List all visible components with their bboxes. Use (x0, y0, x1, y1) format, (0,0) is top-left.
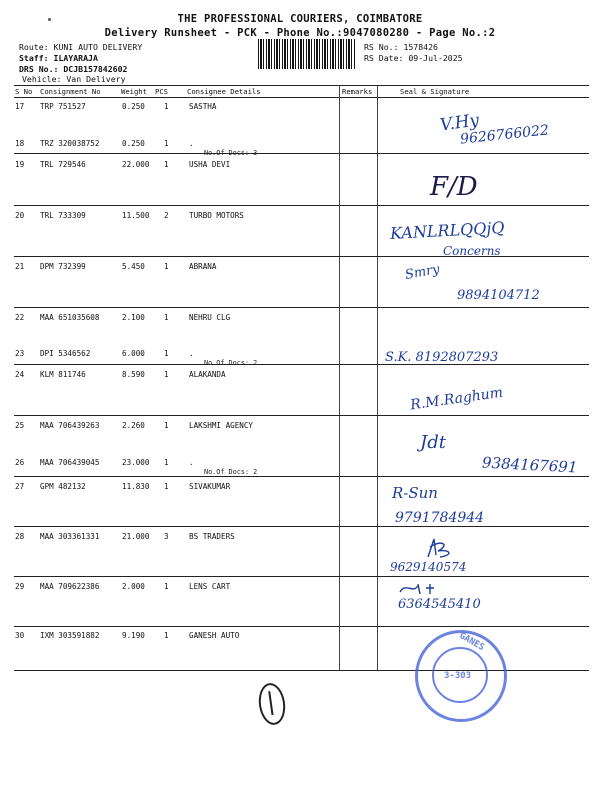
row-consignee: NEHRU CLG (189, 313, 231, 322)
row-consignment-no: MAA 706439045 (40, 458, 100, 467)
drs-line (19, 64, 127, 74)
col-seal: Seal & Signature (400, 87, 470, 96)
company-title: THE PROFESSIONAL COURIERS, COIMBATORE (177, 13, 423, 25)
signature-17-name: V.Hy (438, 110, 481, 136)
row-pcs: 1 (164, 421, 169, 430)
row-separator (14, 626, 589, 627)
signature-20-line2: Concerns (443, 244, 501, 258)
rs-no-value: 1578426 (403, 42, 438, 52)
row-sno: 17 (15, 102, 25, 111)
remarks-right-border (377, 85, 378, 670)
row-weight: 23.000 (122, 458, 150, 467)
row-consignment-no: MAA 303361331 (40, 532, 100, 541)
staff-line (19, 53, 98, 63)
row-consignment-no: DPM 732399 (40, 262, 86, 271)
route-line (19, 42, 142, 52)
row-consignee: . (189, 349, 194, 358)
signature-20-line1: KANLRLQQjQ (389, 218, 505, 243)
row-weight: 0.250 (122, 139, 145, 148)
row-consignment-no: TRL 733309 (40, 211, 86, 220)
signature-21-name: Smry (403, 262, 441, 283)
row-consignee: . (189, 139, 194, 148)
row-consignee: ALAKANDA (189, 370, 226, 379)
row-consignee: USHA DEVI (189, 160, 231, 169)
row-weight: 2.000 (122, 582, 145, 591)
barcode (258, 39, 356, 69)
header-bottom-rule (14, 97, 589, 98)
row-sno: 21 (15, 262, 25, 271)
row-sno: 29 (15, 582, 25, 591)
row-consignee: SIVAKUMAR (189, 482, 231, 491)
signature-25-phone: 9384167691 (481, 453, 578, 477)
drs-value: DCJB157842602 (63, 64, 128, 74)
row-consignee: SASTHA (189, 102, 217, 111)
row-separator (14, 364, 589, 365)
row-weight: 6.000 (122, 349, 145, 358)
row-sno: 28 (15, 532, 25, 541)
row-sno: 30 (15, 631, 25, 640)
row-pcs: 1 (164, 582, 169, 591)
row-pcs: 1 (164, 631, 169, 640)
row-consignment-no: TRP 751527 (40, 102, 86, 111)
row-sno: 26 (15, 458, 25, 467)
row-weight: 8.590 (122, 370, 145, 379)
staff-label: Staff: (19, 53, 49, 63)
signature-21-phone: 9894104712 (457, 288, 540, 303)
row-separator (14, 526, 589, 527)
row-pcs: 1 (164, 482, 169, 491)
row-pcs: 2 (164, 211, 169, 220)
row-consignment-no: MAA 706439263 (40, 421, 100, 430)
row-sno: 18 (15, 139, 25, 148)
row-consignee: LENS CART (189, 582, 231, 591)
signature-29-mark (396, 580, 446, 598)
row-pcs: 1 (164, 160, 169, 169)
col-sno: S No (15, 87, 33, 96)
row-pcs: 1 (164, 102, 169, 111)
row-pcs: 1 (164, 370, 169, 379)
row-consignment-no: TRZ 320038752 (40, 139, 100, 148)
row-sno: 19 (15, 160, 25, 169)
signature-23: S.K. 8192807293 (385, 350, 499, 365)
rs-date-value: 09-Jul-2025 (408, 53, 463, 63)
signature-28-mark (420, 535, 470, 561)
row-weight: 11.830 (122, 482, 150, 491)
row-separator (14, 153, 589, 154)
route-value: KUNI AUTO DELIVERY (53, 42, 143, 52)
drs-label: DRS No.: (19, 64, 59, 74)
row-weight: 2.260 (122, 421, 145, 430)
row-docs-count: No.Of Docs: 2 (204, 468, 258, 476)
col-weight: Weight (121, 87, 147, 96)
remarks-left-border (339, 85, 340, 670)
row-consignment-no: KLM 811746 (40, 370, 86, 379)
row-pcs: 1 (164, 139, 169, 148)
rs-no-line (364, 42, 438, 52)
stamp-text-top: GANES (457, 630, 486, 654)
row-consignee: . (189, 458, 194, 467)
stamp-text-bottom: 3-303 (444, 671, 472, 681)
row-sno: 27 (15, 482, 25, 491)
row-consignee: ABRANA (189, 262, 217, 271)
runsheet-title: Delivery Runsheet - PCK - Phone No.:9047080280 - Page No.:2 (104, 27, 496, 39)
row-consignment-no: DPI 5346562 (40, 349, 91, 358)
row-pcs: 1 (164, 262, 169, 271)
signature-24: R.M.Raghum (409, 384, 504, 414)
row-consignment-no: GPM 482132 (40, 482, 86, 491)
row-weight: 2.100 (122, 313, 145, 322)
row-sno: 20 (15, 211, 25, 220)
row-consignee: LAKSHMI AGENCY (189, 421, 254, 430)
row-consignee: TURBO MOTORS (189, 211, 244, 220)
rs-date-line (364, 53, 463, 63)
row-weight: 0.250 (122, 102, 145, 111)
row-separator (14, 256, 589, 257)
row-consignment-no: TRL 729546 (40, 160, 86, 169)
row-separator (14, 415, 589, 416)
col-consignment: Consignment No (40, 87, 101, 96)
row-weight: 21.000 (122, 532, 150, 541)
vehicle-value: Van Delivery (66, 74, 126, 84)
row-pcs: 1 (164, 313, 169, 322)
row-weight: 11.500 (122, 211, 150, 220)
header-top-rule (14, 85, 589, 86)
row-weight: 5.450 (122, 262, 145, 271)
signature-19: F/D (430, 172, 478, 202)
row-pcs: 3 (164, 532, 169, 541)
row-separator (14, 307, 589, 308)
row-consignee: BS TRADERS (189, 532, 235, 541)
row-sno: 22 (15, 313, 25, 322)
handwritten-zero-mark (256, 681, 288, 726)
vehicle-line (22, 74, 126, 84)
row-docs-count: No.Of Docs: 2 (204, 359, 258, 367)
rs-no-label: RS No.: (364, 42, 399, 52)
signature-25-name: Jdt (420, 432, 446, 453)
signature-28-phone: 9629140574 (390, 560, 467, 574)
row-sno: 24 (15, 370, 25, 379)
row-consignment-no: IXM 303591882 (40, 631, 100, 640)
row-consignment-no: MAA 651035608 (40, 313, 100, 322)
row-sno: 23 (15, 349, 25, 358)
row-consignee: GANESH AUTO (189, 631, 240, 640)
signature-27-name: R-Sun (392, 484, 438, 502)
col-pcs: PCS (155, 87, 168, 96)
signature-17-phone: 9626766022 (459, 122, 550, 148)
signature-29-phone: 6364545410 (398, 597, 481, 612)
row-separator (14, 205, 589, 206)
row-sno: 25 (15, 421, 25, 430)
row-consignment-no: MAA 709622386 (40, 582, 100, 591)
col-consignee: Consignee Details (187, 87, 261, 96)
rubber-stamp (415, 630, 507, 722)
staff-value: ILAYARAJA (53, 53, 98, 63)
row-weight: 22.000 (122, 160, 150, 169)
row-docs-count: No.Of Docs: 3 (204, 149, 258, 157)
row-separator (14, 476, 589, 477)
col-remarks: Remarks (342, 87, 373, 96)
signature-27-phone: 9791784944 (395, 510, 485, 526)
row-weight: 9.190 (122, 631, 145, 640)
vehicle-label: Vehicle: (22, 74, 62, 84)
rs-date-label: RS Date: (364, 53, 404, 63)
row-pcs: 1 (164, 458, 169, 467)
route-label: Route: (19, 42, 49, 52)
row-separator (14, 576, 589, 577)
row-pcs: 1 (164, 349, 169, 358)
